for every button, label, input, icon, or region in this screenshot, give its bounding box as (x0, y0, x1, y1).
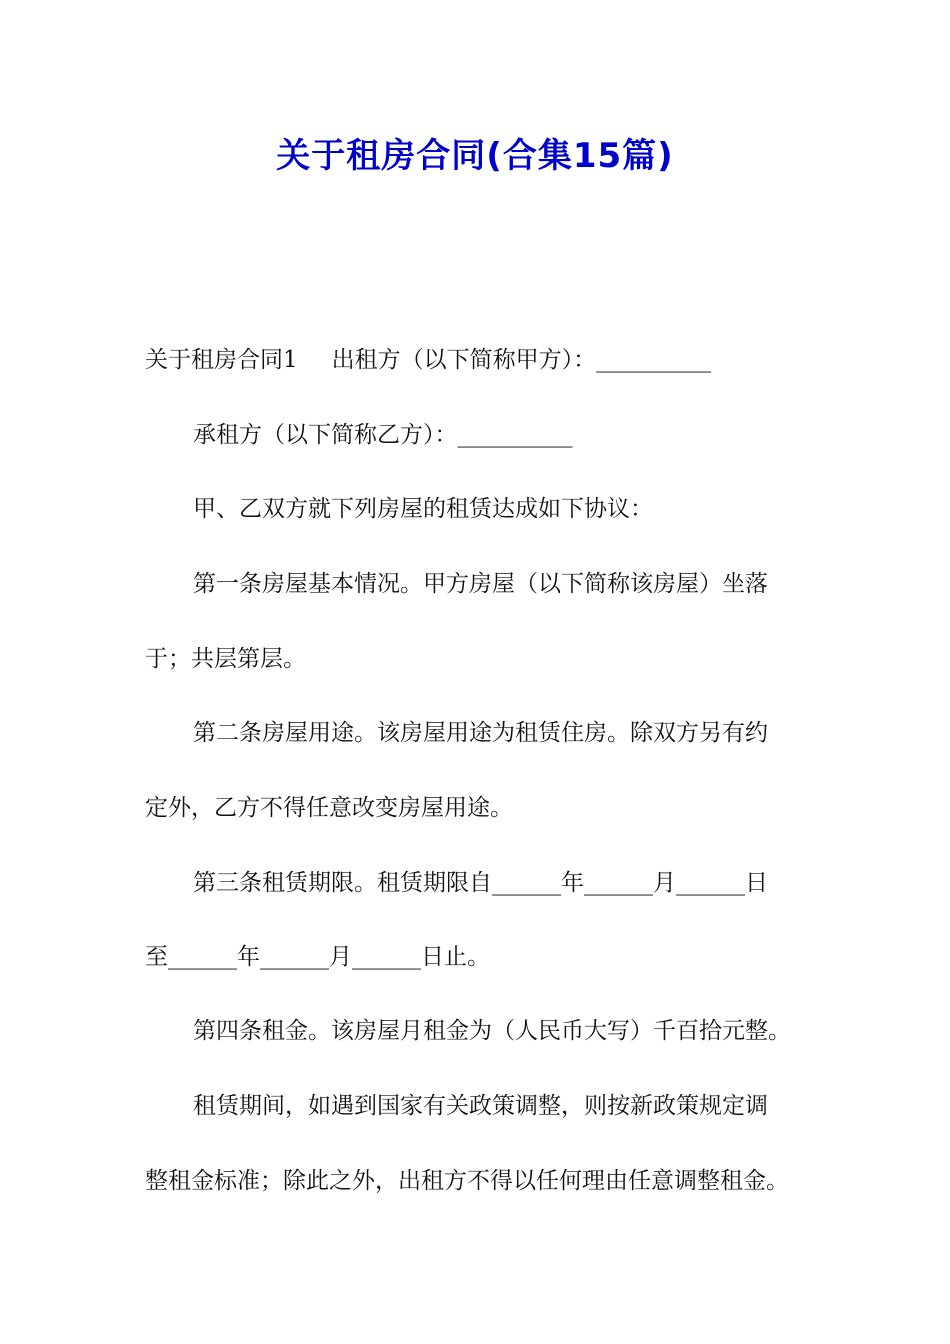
paragraph-line-12: 整租金标准；除此之外，出租方不得以任何理由任意调整租金。 (145, 1168, 789, 1194)
paragraph-line-1 (145, 345, 810, 375)
paragraph-line-5: 于；共层第层。 (145, 646, 306, 672)
paragraph-line-7: 定外，乙方不得任意改变房屋用途。 (145, 795, 513, 821)
paragraph-line-2: 承租方（以下简称乙方）：__________ (193, 422, 573, 448)
paragraph-line-4: 第一条房屋基本情况。甲方房屋（以下简称该房屋）坐落 (193, 571, 768, 597)
paragraph-line-9: 至______年______月______日止。 (145, 944, 490, 970)
paragraph-line-6: 第二条房屋用途。该房屋用途为租赁住房。除双方另有约 (193, 720, 768, 746)
contract-heading: 关于租房合同1 (145, 347, 298, 373)
paragraph-line-10: 第四条租金。该房屋月租金为（人民币大写）千百拾元整。 (193, 1018, 791, 1044)
paragraph-line-3: 甲、乙双方就下列房屋的租赁达成如下协议： (193, 496, 653, 522)
paragraph-line-11: 租赁期间，如遇到国家有关政策调整，则按新政策规定调 (193, 1093, 768, 1119)
lessor-field: 出租方（以下简称甲方）：__________ (331, 347, 712, 373)
paragraph-line-8: 第三条租赁期限。租赁期限自______年______月______日 (193, 870, 768, 896)
document-title: 关于租房合同(合集15篇) (276, 136, 674, 176)
